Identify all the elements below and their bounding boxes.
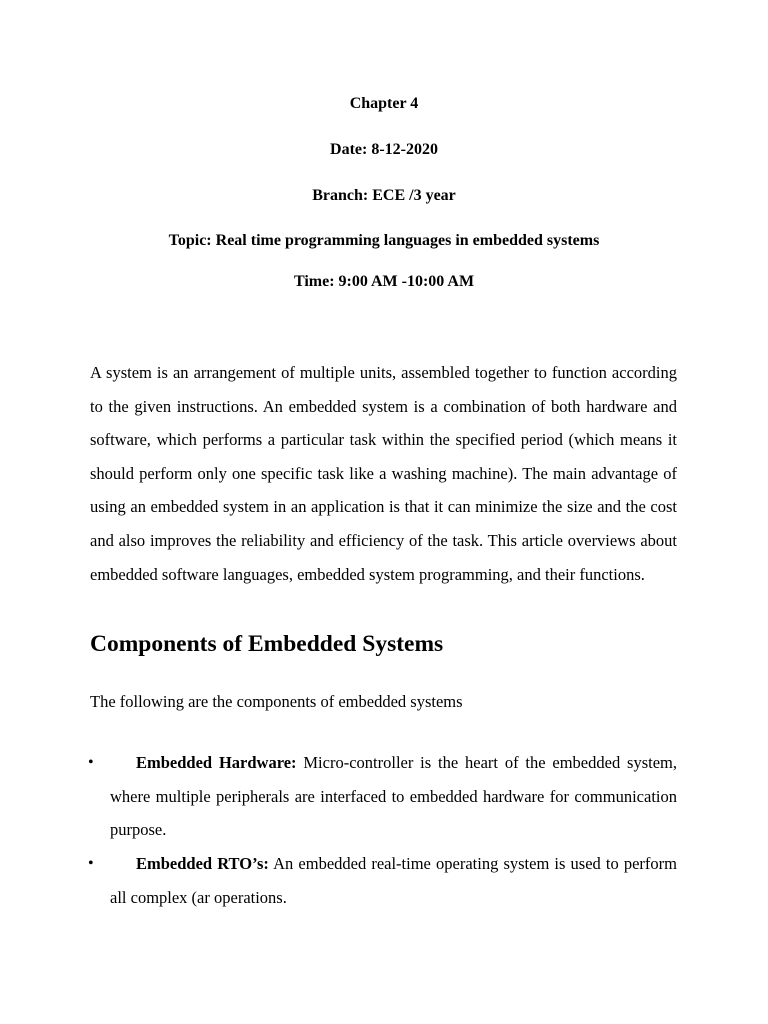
chapter-title: Chapter 4 [349, 95, 419, 112]
lecture-topic: Topic: Real time programming languages in embedded systems [168, 232, 600, 249]
bullet-description: An embedded real-time operating system is used to perform all complex (ar operations. [110, 854, 677, 907]
bullet-item-embedded-hardware [110, 746, 677, 847]
bullet-icon: • [88, 754, 94, 771]
bullet-description: Micro-controller is the heart of the embedded system, where multiple peripherals are interfaced to embedded hardware for communication purpose. [110, 753, 678, 840]
bullet-term: Embedded RTO’s: [136, 854, 269, 873]
bullet-icon: • [88, 855, 94, 872]
section-heading: Components of Embedded Systems [90, 631, 444, 657]
lecture-date: Date: 8-12-2020 [330, 141, 438, 158]
lecture-time: Time: 9:00 AM -10:00 AM [293, 273, 475, 290]
bullet-item-embedded-rtos [110, 847, 677, 914]
intro-paragraph: A system is an arrangement of multiple units, assembled together to function according to the given instructions. An embedded system is a combination of both hardware and software, which performs a particular task within the specified period (which means it should perform only one specific task like a washing machine). The main advantage of using an embedded system in an application is that it can minimize the size and the cost and also improves the reliability and efficiency of the task. This article overviews about embedded software languages, embedded system programming, and their functions. [90, 363, 677, 584]
bullet-term: Embedded Hardware: [136, 753, 297, 772]
section-intro: The following are the components of embedded systems [90, 692, 463, 711]
lecture-branch: Branch: ECE /3 year [312, 187, 456, 204]
